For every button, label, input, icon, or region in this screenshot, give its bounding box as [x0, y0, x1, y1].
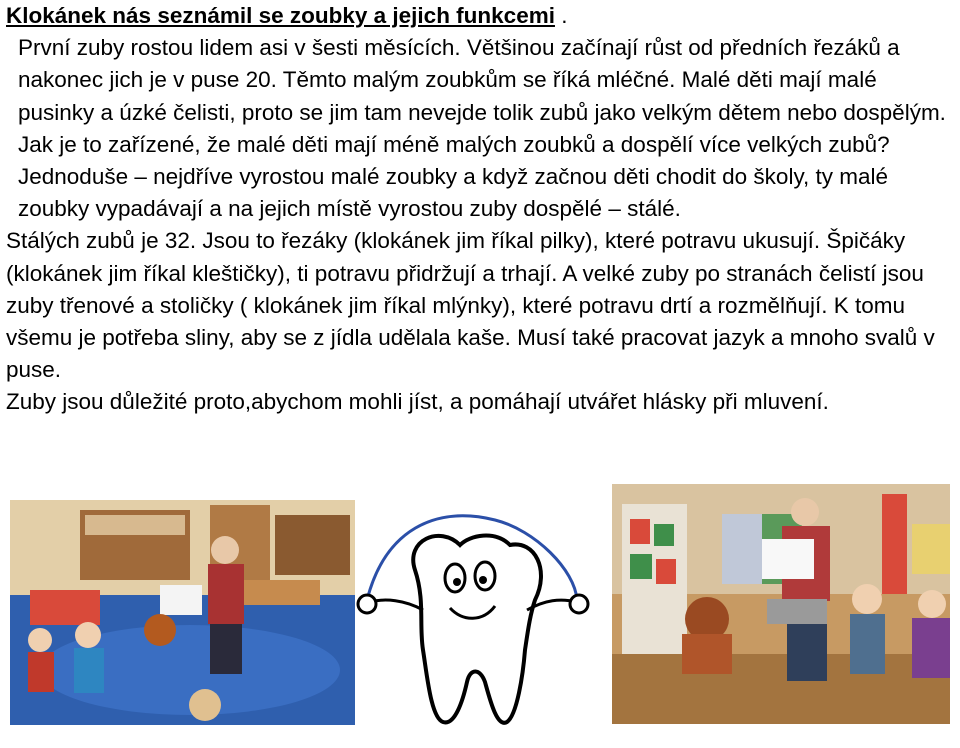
paragraph-importance: Zuby jsou důležité proto,abychom mohli jíst, a pomáhají utvářet hlásky při mluvení.	[6, 389, 829, 415]
heading-line	[6, 0, 956, 32]
title-suffix: .	[554, 3, 568, 28]
left-classroom-photo	[10, 500, 355, 725]
right-classroom-photo	[612, 484, 950, 724]
tooth-cartoon	[345, 500, 600, 740]
paragraph-milk-teeth: První zuby rostou lidem asi v šesti měsících. Většinou začínají růst od předních řezáků a nakonec jich je v puse 20. Těmto malým zoubkům se říká mléčné. Malé děti mají malé pusinky a úzké čelisti, proto se jim tam nevejde tolik zubů jako velkým dětem nebo dospělým. Jak je to zařízené, že malé děti mají méně malých zoubků a dospělí více velkých zubů? Jednoduše – nejdříve vyrostou malé zoubky a když začnou děti chodit do školy, ty malé zoubky vypadávají a na jejich místě vyrostou zuby dospělé – stálé.	[18, 35, 946, 222]
paragraph-permanent-teeth: Stálých zubů je 32. Jsou to řezáky (klokánek jim říkal pilky), které potravu ukusují. Špičáky (klokánek jim říkal kleštičky), ti potravu přidržují a trhají. A velké zuby po stranách čelistí jsou zuby třenové a stoličky ( klokánek jim říkal mlýnky), které potravu drtí a rozmělňují. K tomu všemu je potřeba sliny, aby se z jídla udělala kaše. Musí také pracovat jazyk a mnoho svalů v puse.	[6, 228, 935, 383]
classroom-photo-left-image	[10, 500, 355, 725]
page-title: Klokánek nás seznámil se zoubky a jejich funkcemi	[6, 3, 555, 28]
article-text	[6, 0, 956, 419]
classroom-photo-right-image	[612, 484, 950, 724]
tooth-drawing	[345, 500, 600, 740]
